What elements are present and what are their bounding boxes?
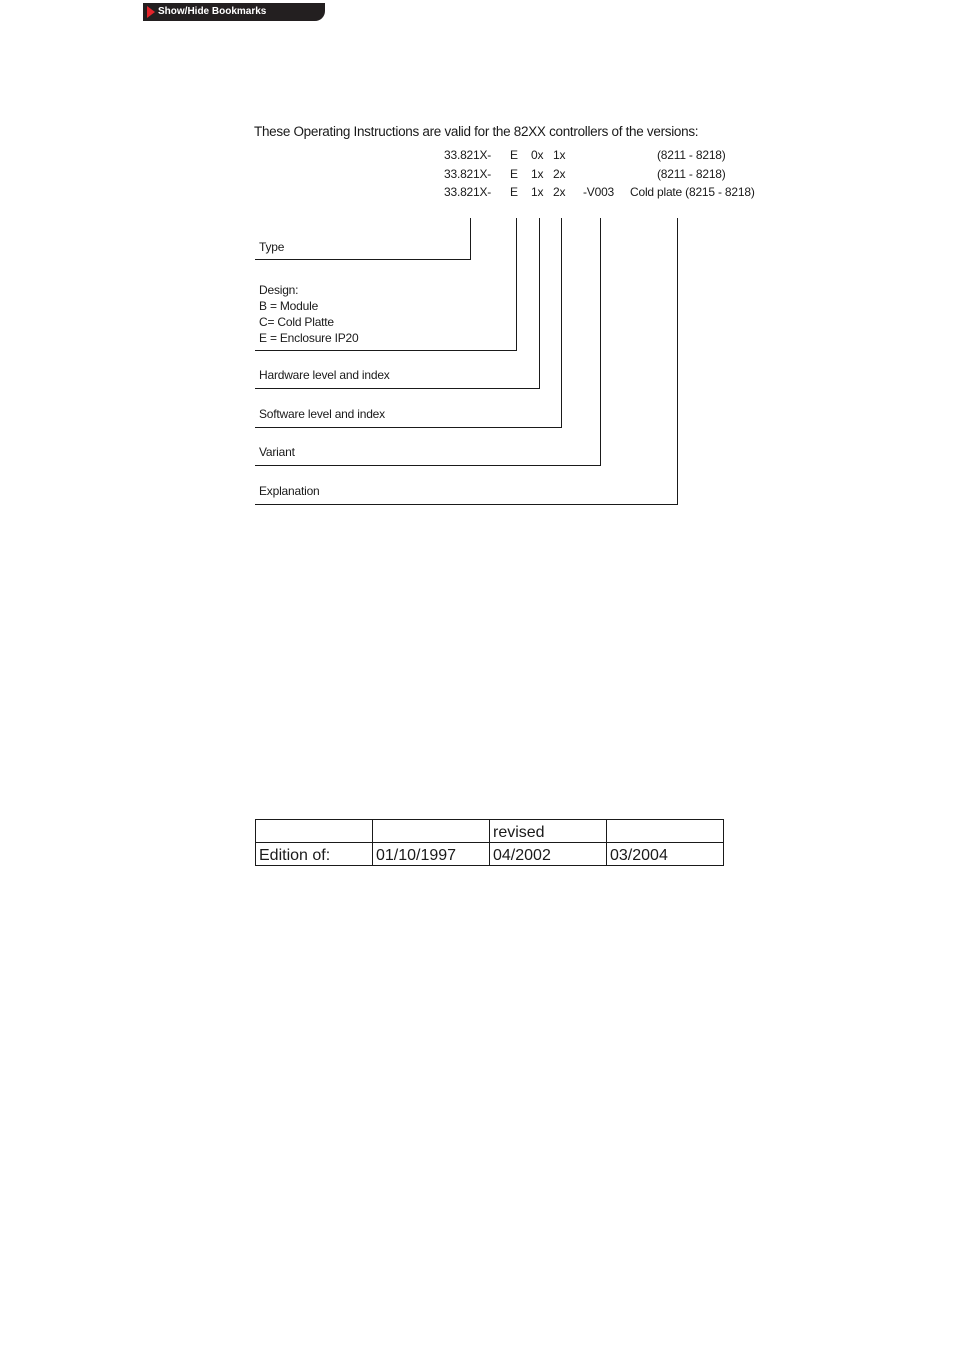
legend-software: Software level and index [259, 407, 385, 421]
table-cell: 01/10/1997 [373, 843, 490, 866]
table-cell: revised [490, 820, 607, 843]
version-type: 33.821X- [444, 167, 492, 181]
version-explanation: (8211 - 8218) [657, 167, 726, 181]
legend-type: Type [259, 240, 285, 254]
version-design: E [510, 167, 518, 181]
legend-explanation: Explanation [259, 484, 320, 498]
table-cell: 04/2002 [490, 843, 607, 866]
legend-design-cold-plate: C= Cold Platte [259, 315, 334, 329]
table-cell: Edition of: [256, 843, 373, 866]
legend-design-enclosure: E = Enclosure IP20 [259, 331, 359, 345]
connector-line [561, 218, 562, 428]
version-explanation: (8211 - 8218) [657, 148, 726, 162]
version-design: E [510, 185, 518, 199]
table-cell [373, 820, 490, 843]
connector-line [516, 218, 517, 351]
version-hw: 1x [531, 167, 544, 181]
table-cell: 03/2004 [607, 843, 724, 866]
version-hw: 1x [531, 185, 544, 199]
bookmark-tab-label: Show/Hide Bookmarks [158, 6, 267, 17]
legend-variant: Variant [259, 445, 295, 459]
triangle-right-icon [147, 6, 155, 18]
table-cell [607, 820, 724, 843]
version-design: E [510, 148, 518, 162]
connector-line [255, 427, 562, 428]
legend-hardware: Hardware level and index [259, 368, 390, 382]
version-type: 33.821X- [444, 148, 492, 162]
connector-line [539, 218, 540, 389]
version-explanation: Cold plate (8215 - 8218) [630, 185, 755, 199]
table-row [256, 820, 724, 843]
edition-table [255, 819, 724, 866]
connector-line [470, 218, 471, 260]
legend-design-heading: Design: [259, 283, 299, 297]
version-sw: 1x [553, 148, 566, 162]
connector-line [255, 504, 678, 505]
version-type: 33.821X- [444, 185, 492, 199]
table-cell [256, 820, 373, 843]
connector-line [677, 218, 678, 505]
connector-line [600, 218, 601, 466]
version-sw: 2x [553, 167, 566, 181]
table-row [256, 843, 724, 866]
intro-text: These Operating Instructions are valid for the 82XX controllers of the versions: [254, 124, 699, 139]
version-sw: 2x [553, 185, 566, 199]
connector-line [255, 259, 471, 260]
show-hide-bookmarks-button[interactable] [143, 3, 325, 21]
version-hw: 0x [531, 148, 544, 162]
version-variant: -V003 [583, 185, 615, 199]
legend-design-module: B = Module [259, 299, 319, 313]
connector-line [255, 350, 517, 351]
connector-line [255, 388, 540, 389]
connector-line [255, 465, 601, 466]
